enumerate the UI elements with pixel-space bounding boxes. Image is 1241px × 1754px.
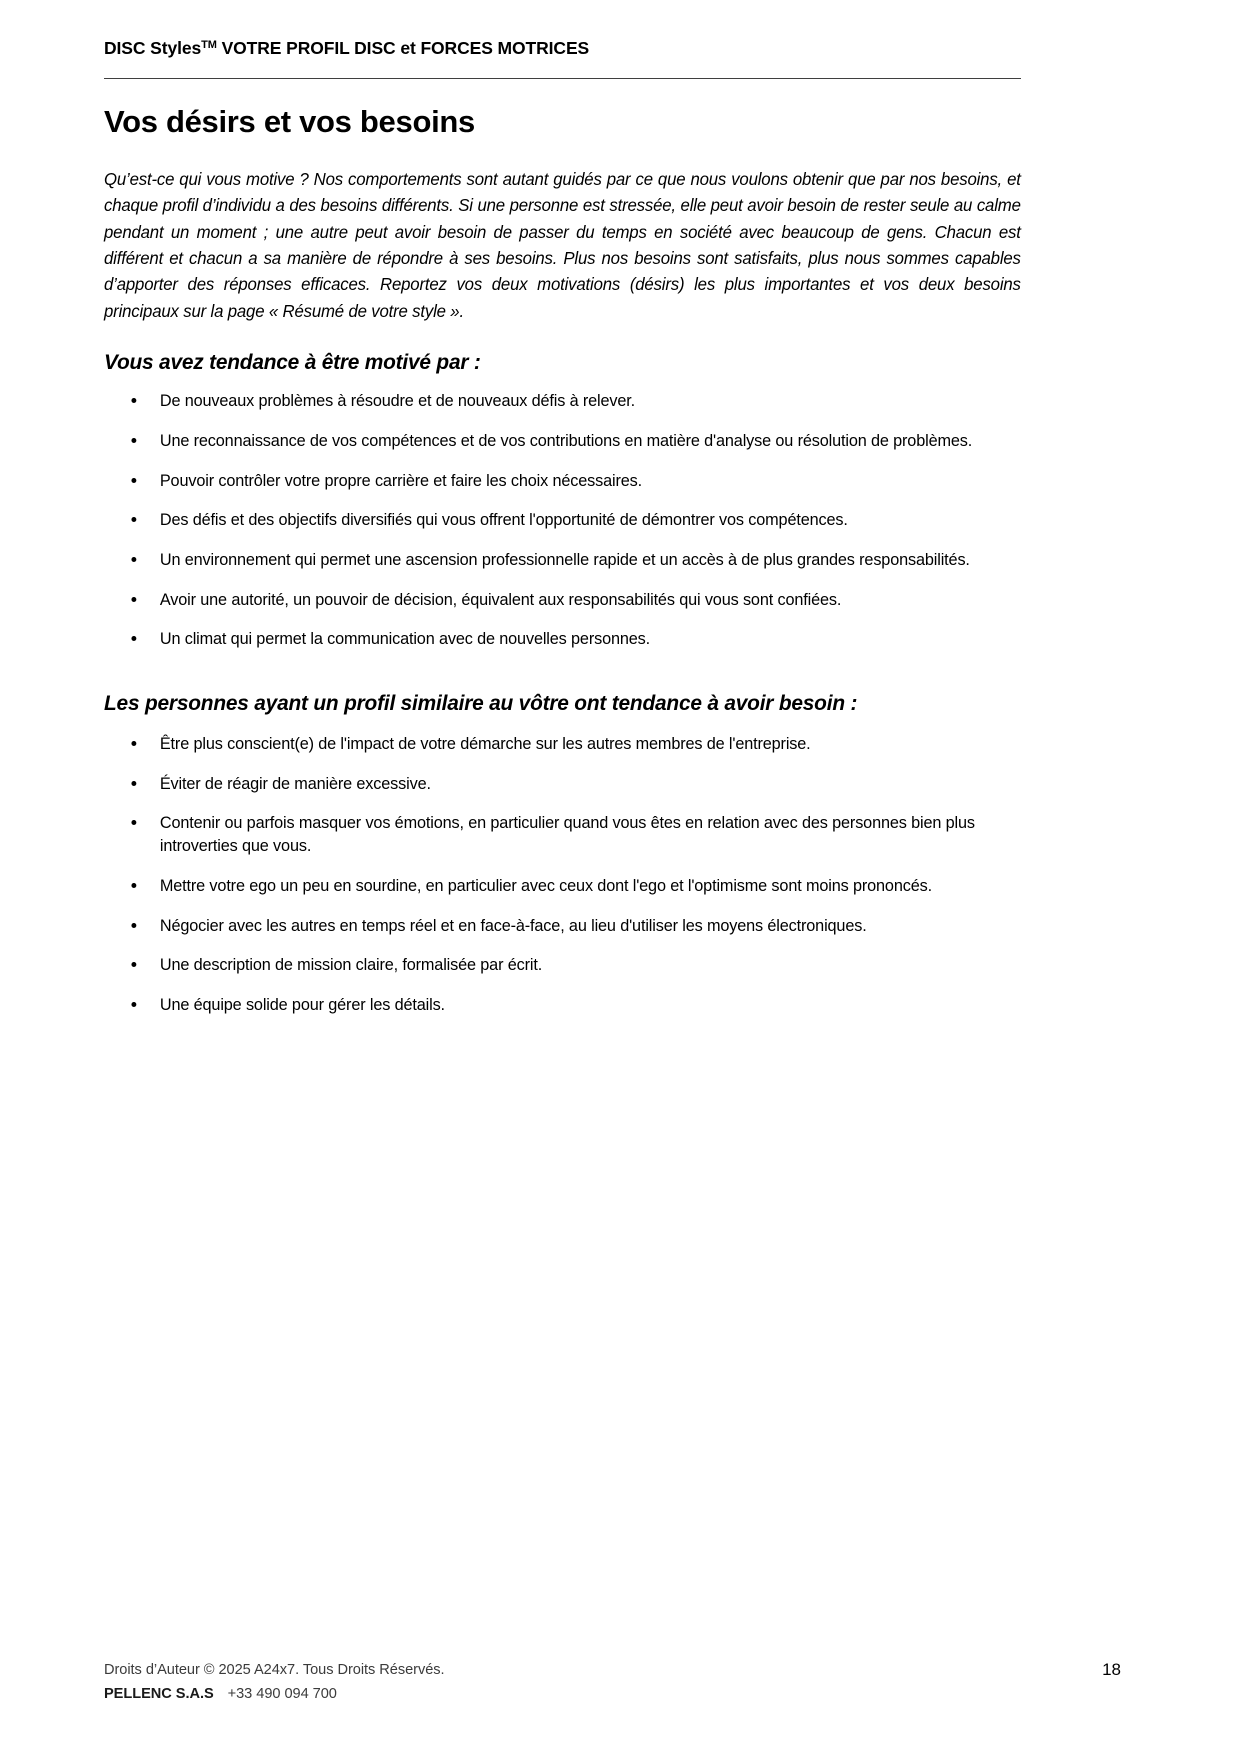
- header-divider: [104, 78, 1021, 79]
- bullet-icon: [131, 438, 136, 443]
- bullet-icon: [131, 478, 136, 483]
- list-item-text: Un climat qui permet la communication avec de nouvelles personnes.: [159, 629, 651, 649]
- bullet-icon: [131, 398, 136, 403]
- section-heading-needs: Les personnes ayant un profil similaire au vôtre ont tendance à avoir besoin :: [104, 691, 858, 716]
- footer-phone: +33 490 094 700: [227, 1686, 337, 1703]
- page-title: Vos désirs et vos besoins: [104, 104, 475, 139]
- list-item: [104, 875, 1003, 898]
- list-item-text: Éviter de réagir de manière excessive.: [159, 773, 431, 793]
- list-item: [104, 628, 1003, 651]
- list-item-text: Avoir une autorité, un pouvoir de décision, équivalent aux responsabilités qui vous sont confiées.: [159, 589, 842, 609]
- list-item: [104, 509, 1003, 532]
- bullet-icon: [131, 741, 136, 746]
- trademark-superscript: TM: [201, 39, 217, 51]
- list-item-text: Mettre votre ego un peu en sourdine, en particulier avec ceux dont l'ego et l'optimisme sont moins prononcés.: [159, 875, 932, 895]
- list-item-text: Négocier avec les autres en temps réel et en face-à-face, au lieu d'utiliser les moyens électroniques.: [159, 915, 867, 935]
- bullet-icon: [131, 597, 136, 602]
- list-item-text: Une reconnaissance de vos compétences et de vos contributions en matière d'analyse ou résolution de problèmes.: [159, 430, 973, 450]
- list-item-text: De nouveaux problèmes à résoudre et de nouveaux défis à relever.: [159, 391, 636, 411]
- list-item-text: Une équipe solide pour gérer les détails.: [159, 995, 445, 1015]
- bullet-icon: [131, 557, 136, 562]
- list-item-text: Une description de mission claire, formalisée par écrit.: [159, 955, 543, 975]
- list-item: [104, 430, 1003, 453]
- intro-paragraph: Qu’est-ce qui vous motive ? Nos comportements sont autant guidés par ce que nous voulons obtenir que par nos besoins, et chaque profil d’individu a des besoins différents. Si une personne est stressée, elle peut avoir besoin de rester seule au calme pendant un moment ; une autre peut avoir besoin de passer du temps en société avec beaucoup de gens. Chacun est différent et chacun a sa manière de répondre à ses besoins. Plus nos besoins sont satisfaits, plus nous sommes capables d’apporter des réponses efficaces. Reportez vos deux motivations (désirs) les plus importantes et vos deux besoins principaux sur la page « Résumé de votre style ».: [104, 168, 1021, 321]
- list-item: [104, 390, 1003, 413]
- bullet-icon: [131, 1002, 136, 1007]
- list-item: [104, 470, 1003, 493]
- motivations-list: [104, 390, 1021, 651]
- list-item: [104, 589, 1003, 612]
- list-item: [104, 994, 1003, 1017]
- footer-copyright: Droits d’Auteur © 2025 A24x7. Tous Droits Réservés.: [104, 1662, 445, 1679]
- list-item-text: Être plus conscient(e) de l'impact de votre démarche sur les autres membres de l'entreprise.: [159, 733, 811, 753]
- list-item-text: Pouvoir contrôler votre propre carrière et faire les choix nécessaires.: [159, 470, 643, 490]
- bullet-icon: [131, 781, 136, 786]
- list-item: [104, 733, 1003, 756]
- bullet-icon: [131, 517, 136, 522]
- list-item-text: Contenir ou parfois masquer vos émotions, en particulier quand vous êtes en relation avec des personnes bien plus introverties que vous.: [159, 813, 975, 856]
- bullet-icon: [131, 883, 136, 888]
- needs-list: [104, 733, 1021, 1017]
- list-item: [104, 549, 1003, 572]
- header-title-main: DISC Styles: [104, 38, 202, 58]
- list-item-text: Un environnement qui permet une ascension professionnelle rapide et un accès à de plus grandes responsabilités.: [159, 550, 970, 570]
- list-item: [104, 915, 1003, 938]
- bullet-icon: [131, 820, 136, 825]
- page-header: [104, 38, 1121, 59]
- footer-region: [0, 1634, 1241, 1754]
- bullet-icon: [131, 636, 136, 641]
- list-item: [104, 773, 1003, 796]
- bullet-icon: [131, 962, 136, 967]
- header-title-rest: VOTRE PROFIL DISC et FORCES MOTRICES: [216, 38, 590, 58]
- bullet-icon: [131, 923, 136, 928]
- page-footer: [104, 1660, 1121, 1706]
- footer-company-line: [104, 1684, 1121, 1706]
- footer-company-name: PELLENC S.A.S: [104, 1686, 214, 1703]
- section-heading-motivations: Vous avez tendance à être motivé par :: [104, 350, 481, 375]
- page-number: 18: [1102, 1660, 1121, 1679]
- header-title: [104, 38, 1121, 59]
- page-content: [104, 104, 1021, 1017]
- list-item: [104, 954, 1003, 977]
- list-item: [104, 812, 1003, 857]
- list-item-text: Des défis et des objectifs diversifiés qui vous offrent l'opportunité de démontrer vos compétences.: [159, 510, 848, 530]
